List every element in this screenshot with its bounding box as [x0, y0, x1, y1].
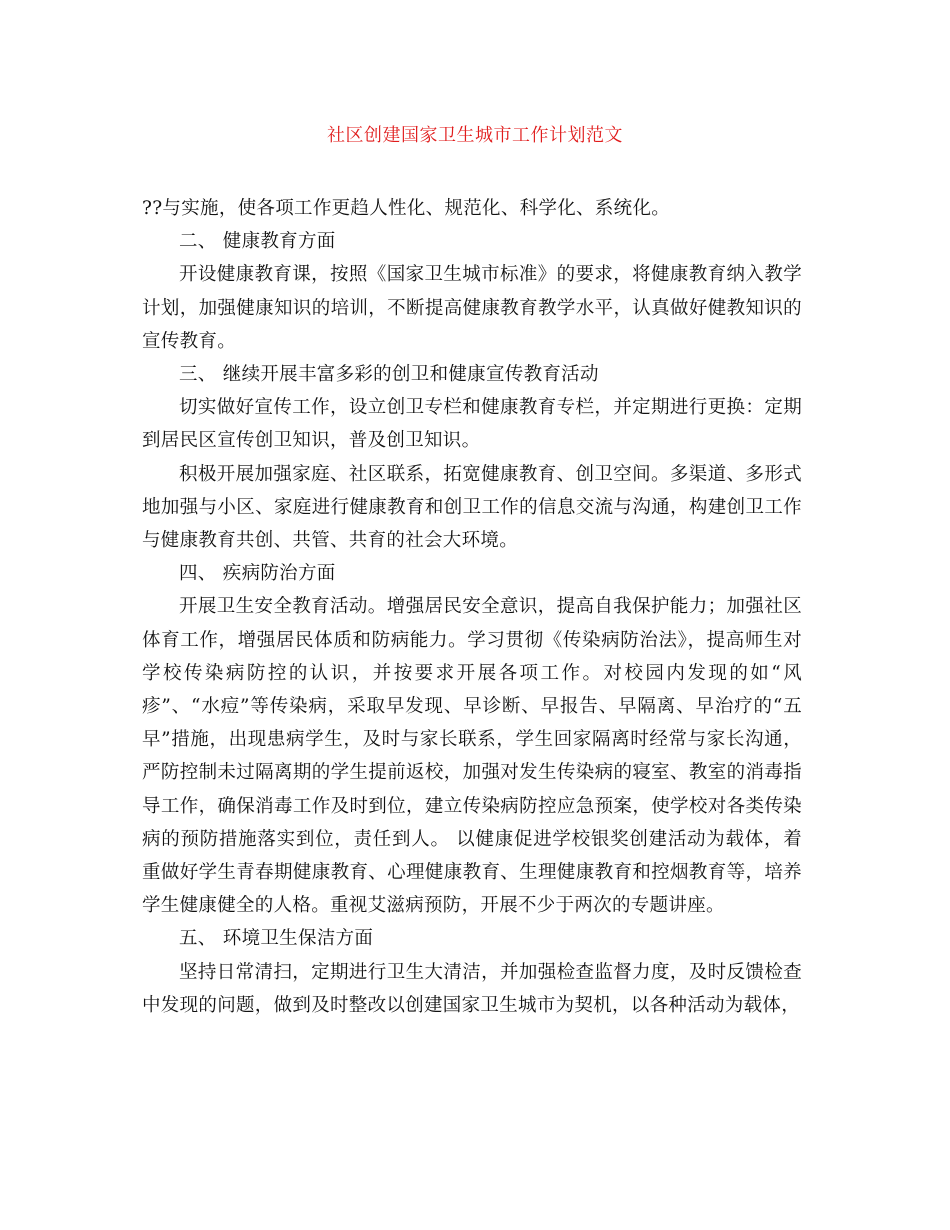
paragraph-health-education: 开设健康教育课，按照《国家卫生城市标准》的要求，将健康教育纳入教学计划，加强健康知识的培训，不断提高健康教育教学水平，认真做好健教知识的宣传教育。 — [142, 264, 802, 352]
document-title: 社区创建国家卫生城市工作计划范文 — [327, 125, 623, 146]
section-heading-environmental-hygiene: 五、 环境卫生保洁方面 — [179, 928, 374, 950]
paragraph-family-community-link: 积极开展加强家庭、社区联系，拓宽健康教育、创卫空间。多渠道、多形式地加强与小区、家庭进行健康教育和创卫工作的信息交流与沟通，构建创卫工作与健康教育共创、共管、共育的社会大环境。 — [142, 463, 802, 552]
section-heading-health-education: 二、 健康教育方面 — [179, 231, 336, 253]
document-body — [142, 192, 802, 1022]
paragraph-publicity-work: 切实做好宣传工作，设立创卫专栏和健康教育专栏，并定期进行更换：定期到居民区宣传创卫知识，普及创卫知识。 — [142, 397, 802, 452]
section-heading-disease-prevention: 四、 疾病防治方面 — [179, 563, 336, 585]
paragraph-disease-prevention: 开展卫生安全教育活动。增强居民安全意识，提高自我保护能力；加强社区体育工作，增强居民体质和防病能力。学习贯彻《传染病防治法》，提高师生对学校传染病防控的认识，并按要求开展各项工作。对校园内发现的如“风疹”、“水痘”等传染病，采取早发现、早诊断、早报告、早隔离、早治疗的“五早”措施，出现患病学生，及时与家长联系，学生回家隔离时经常与家长沟通，严防控制未过隔离期的学生提前返校，加强对发生传染病的寝室、教室的消毒指导工作，确保消毒工作及时到位，建立传染病防控应急预案，使学校对各类传染病的预防措施落实到位，责任到人。 以健康促进学校银奖创建活动为载体，着重做好学生青春期健康教育、心理健康教育、生理健康教育和控烟教育等，培养学生健康健全的人格。重视艾滋病预防，开展不少于两次的专题讲座。 — [142, 596, 802, 917]
paragraph-environmental-hygiene: 坚持日常清扫，定期进行卫生大清洁，并加强检查监督力度，及时反馈检查中发现的问题，做到及时整改以创建国家卫生城市为契机，以各种活动为载体， — [142, 961, 802, 1016]
paragraph-continuation: ??与实施，使各项工作更趋人性化、规范化、科学化、系统化。 — [142, 198, 671, 219]
section-heading-publicity-activities: 三、 继续开展丰富多彩的创卫和健康宣传教育活动 — [179, 364, 599, 386]
